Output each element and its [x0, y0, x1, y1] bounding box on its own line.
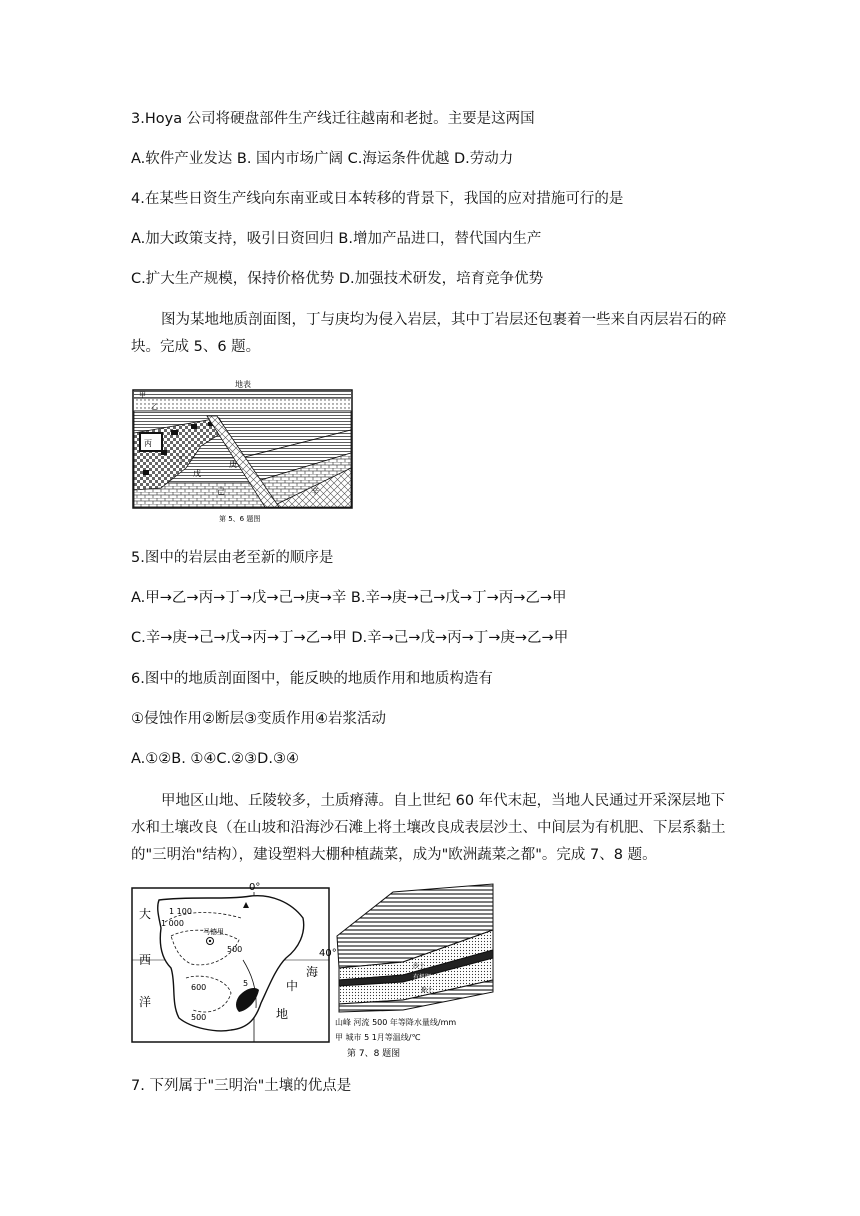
ocean-label-3: 洋 — [139, 995, 152, 1009]
q6-options: A.①②B. ①④C.②③D.③④ — [131, 751, 299, 767]
isohyet-500a: 500 — [227, 945, 243, 954]
sea-label-3: 海 — [306, 965, 319, 979]
q4-options-cd: C.扩大生产规模，保持价格优势 D.加强技术研发，培育竞争优势 — [131, 271, 544, 287]
meridian-0-label: 0° — [249, 882, 261, 893]
isohyet-1000: 1 000 — [161, 919, 184, 928]
geologic-section-figure — [131, 378, 356, 526]
isohyet-1100: 1 100 — [169, 907, 192, 916]
soil-profile-figure — [333, 880, 533, 1058]
layer-xin-label: 辛 — [311, 487, 319, 496]
layer-bing-label: 丙 — [144, 439, 152, 448]
fig78-caption: 第 7、8 题图 — [347, 1049, 401, 1059]
q6-items: ①侵蚀作用②断层③变质作用④岩浆活动 — [131, 711, 386, 727]
ocean-label-1: 大 — [139, 907, 152, 921]
isotherm-5: 5 — [243, 979, 249, 988]
lat-40-label: 40° — [319, 948, 337, 959]
soil-manure-label: 有机肥 — [413, 974, 432, 981]
isohyet-600: 600 — [191, 983, 207, 992]
isohyet-500b: 500 — [191, 1013, 207, 1022]
sea-label-2: 中 — [286, 979, 299, 993]
q5-options-ab: A.甲→乙→丙→丁→戊→己→庚→辛 B.辛→庚→己→戊→丁→丙→乙→甲 — [131, 590, 567, 606]
q6-stem: 6.图中的地质剖面图中，能反映的地质作用和地质构造有 — [131, 671, 493, 687]
intro-5-6: 图为某地地质剖面图，丁与庚均为侵入岩层，其中丁岩层还包裹着一些来自丙层岩石的碎块。完成 5、6 题。 — [131, 312, 727, 355]
ocean-label-2: 西 — [139, 953, 152, 967]
layer-yi-label: 乙 — [151, 403, 158, 411]
fig56-caption: 第 5、6 题图 — [219, 515, 261, 523]
legend-row-2: 甲 城市 5 1月等温线/℃ — [335, 1033, 421, 1042]
legend-row-1: 山峰 河流 500 年等降水量线/mm — [335, 1018, 457, 1027]
q4-options-ab: A.加大政策支持，吸引日资回归 B.增加产品进口，替代国内生产 — [131, 231, 542, 247]
sea-label-1: 地 — [276, 1007, 289, 1021]
q3-options: A.软件产业发达 B. 国内市场广阔 C.海运条件优越 D.劳动力 — [131, 151, 514, 167]
layer-geng-label: 庚 — [229, 460, 237, 469]
layer-wu-label: 戊 — [193, 469, 201, 478]
soil-clay-label: 黏土 — [421, 987, 434, 994]
q5-stem: 5.图中的岩层由老至新的顺序是 — [131, 550, 334, 566]
intro-7-8: 甲地区山地、丘陵较多，土质瘠薄。自上世纪 60 年代末起，当地人民通过开采深层地下水和土壤改良（在山坡和沿海沙石滩上将土壤改良成表层沙土、中间层为有机肥、下层系黏土的"三明治"结构），建设塑料大棚种植蔬菜，成为"欧洲蔬菜之都"。完成 7、8 题。 — [131, 793, 726, 863]
layer-jia-label: 甲 — [139, 391, 146, 399]
soil-sand-label: 沙土 — [413, 963, 426, 970]
q7-stem: 7. 下列属于"三明治"土壤的优点是 — [131, 1078, 352, 1094]
q4-stem: 4.在某些日资生产线向东南亚或日本转移的背景下，我国的应对措施可行的是 — [131, 191, 624, 207]
q3-stem: 3.Hoya 公司将硬盘部件生产线迁往越南和老挝。主要是这两国 — [131, 111, 535, 127]
layer-ding-label: 丁 — [177, 455, 185, 464]
madrid-label: 马德里 — [203, 928, 224, 936]
section-surface-label: 地表 — [235, 380, 251, 389]
spain-map-figure — [131, 878, 337, 1043]
layer-ji-label: 己 — [217, 487, 225, 496]
q5-options-cd: C.辛→庚→己→戊→丙→丁→乙→甲 D.辛→己→戊→丙→丁→庚→乙→甲 — [131, 630, 569, 646]
